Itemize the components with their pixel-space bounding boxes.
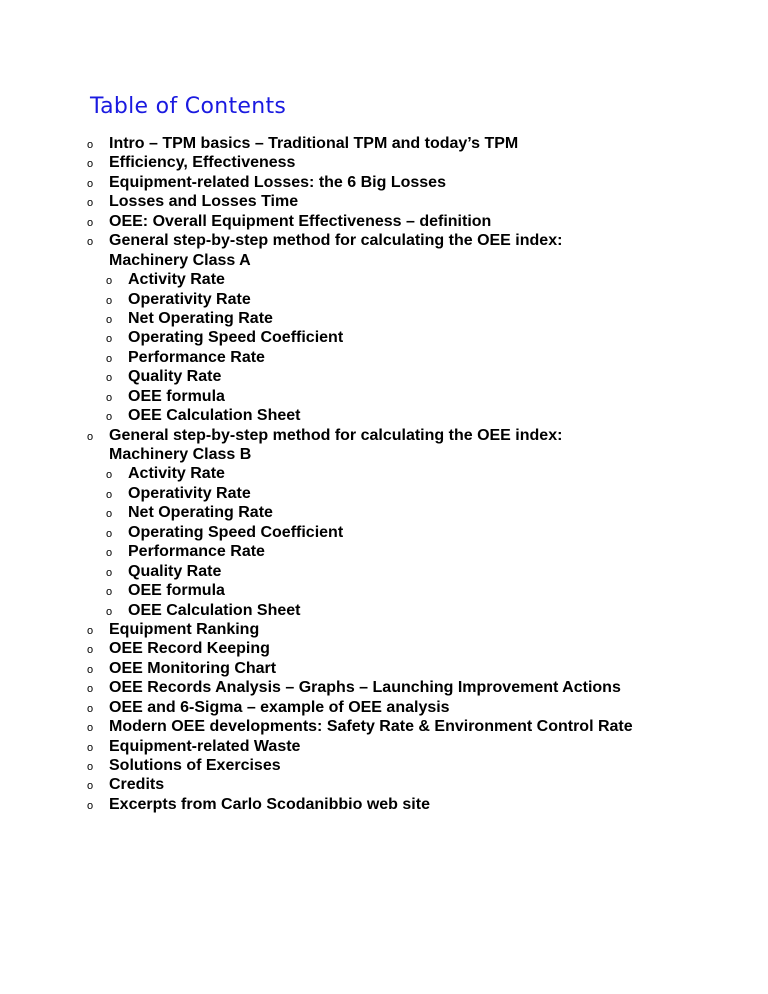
toc-item-continuation: Machinery Class A	[109, 251, 251, 269]
toc-item-text: OEE Calculation Sheet	[128, 601, 301, 619]
toc-subitem	[0, 562, 768, 581]
toc-item-text: Modern OEE developments: Safety Rate & Environment Control Rate	[109, 718, 633, 736]
bullet-icon: o	[106, 547, 113, 560]
bullet-icon: o	[106, 391, 113, 404]
toc-item-text: Operativity Rate	[128, 290, 251, 308]
toc-item	[0, 775, 768, 794]
toc-subitem	[0, 367, 768, 386]
bullet-icon: o	[87, 780, 94, 793]
toc-item	[0, 737, 768, 756]
bullet-icon: o	[106, 508, 113, 521]
bullet-icon: o	[87, 799, 94, 812]
toc-item	[0, 659, 768, 678]
toc-item-text: Operating Speed Coefficient	[128, 329, 344, 347]
toc-item-text: OEE Records Analysis – Graphs – Launching Improvement Actions	[109, 679, 621, 697]
toc-item-text: Activity Rate	[128, 271, 225, 289]
toc-item-text: Efficiency, Effectiveness	[109, 154, 296, 172]
toc-subitem	[0, 484, 768, 503]
bullet-icon: o	[87, 158, 94, 171]
toc-item	[0, 620, 768, 639]
bullet-icon: o	[87, 197, 94, 210]
bullet-icon: o	[87, 663, 94, 676]
toc-item-text: OEE Record Keeping	[109, 640, 270, 658]
toc-item-text: Excerpts from Carlo Scodanibbio web site	[109, 795, 430, 813]
toc-item-text: Operativity Rate	[128, 484, 251, 502]
bullet-icon: o	[87, 624, 94, 637]
toc-item-text: Operating Speed Coefficient	[128, 523, 344, 541]
toc-item-text: Intro – TPM basics – Traditional TPM and today’s TPM	[109, 135, 519, 152]
toc-subitem	[0, 542, 768, 561]
bullet-icon: o	[106, 275, 113, 288]
bullet-icon: o	[106, 566, 113, 579]
toc-item	[0, 212, 768, 231]
bullet-icon: o	[87, 644, 94, 657]
toc-item-text: Activity Rate	[128, 465, 225, 483]
bullet-icon: o	[106, 411, 113, 424]
bullet-icon: o	[87, 216, 94, 229]
bullet-icon: o	[106, 527, 113, 540]
bullet-icon: o	[87, 761, 94, 773]
toc-title: Table of Contents	[90, 94, 287, 119]
toc-subitem	[0, 328, 768, 347]
bullet-icon: o	[87, 139, 94, 151]
toc-item-text: OEE Calculation Sheet	[128, 407, 301, 425]
toc-item-text: OEE: Overall Equipment Effectiveness – definition	[109, 212, 492, 230]
toc-subitem	[0, 270, 768, 289]
toc-item	[0, 153, 768, 172]
bullet-icon: o	[87, 430, 94, 443]
toc-item	[0, 231, 768, 250]
toc-subitem	[0, 348, 768, 367]
toc-subitem	[0, 309, 768, 328]
bullet-icon: o	[87, 741, 94, 754]
toc-subitem	[0, 406, 768, 425]
toc-item-text: OEE and 6-Sigma – example of OEE analysis	[109, 698, 450, 716]
toc-item-continuation: Machinery Class B	[109, 446, 252, 463]
toc-item-text: General step-by-step method for calculating the OEE index:	[109, 426, 563, 444]
toc-item-text: Solutions of Exercises	[109, 757, 281, 774]
toc-item	[0, 173, 768, 192]
bullet-icon: o	[106, 313, 113, 326]
bullet-icon: o	[106, 605, 113, 618]
toc-item	[0, 192, 768, 211]
bullet-icon: o	[87, 236, 94, 249]
bullet-icon: o	[87, 702, 94, 715]
bullet-icon: o	[106, 294, 113, 307]
bullet-icon: o	[106, 586, 113, 599]
toc-item	[0, 678, 768, 697]
toc-item	[0, 134, 768, 153]
bullet-icon: o	[106, 333, 113, 346]
bullet-icon: o	[87, 177, 94, 190]
toc-item-text: Net Operating Rate	[128, 309, 273, 327]
toc-subitem	[0, 581, 768, 600]
bullet-icon: o	[106, 352, 113, 365]
toc-item	[0, 426, 768, 445]
toc-item-text: Equipment Ranking	[109, 620, 260, 638]
toc-item-text: Performance Rate	[128, 348, 265, 366]
toc-subitem	[0, 464, 768, 483]
toc-subitem	[0, 523, 768, 542]
toc-item	[0, 698, 768, 717]
bullet-icon: o	[106, 372, 113, 385]
toc-subitem	[0, 387, 768, 406]
toc-item-text: Credits	[109, 776, 165, 794]
toc-item	[0, 795, 768, 814]
toc-list	[0, 134, 768, 814]
toc-item	[0, 639, 768, 658]
toc-item-text: Equipment-related Losses: the 6 Big Losses	[109, 173, 446, 191]
bullet-icon: o	[106, 488, 113, 501]
toc-subitem	[0, 601, 768, 620]
toc-item	[0, 717, 768, 736]
toc-subitem	[0, 290, 768, 309]
bullet-icon: o	[106, 469, 113, 482]
toc-item-text: OEE Monitoring Chart	[109, 659, 277, 677]
toc-item-text: Quality Rate	[128, 562, 222, 580]
toc-item-text: Equipment-related Waste	[109, 737, 301, 755]
toc-item-text: OEE formula	[128, 387, 225, 405]
toc-item-text: Quality Rate	[128, 368, 222, 386]
toc-item-text: OEE formula	[128, 582, 225, 600]
toc-subitem	[0, 503, 768, 522]
toc-item-text: Net Operating Rate	[128, 504, 273, 522]
toc-item-text: Losses and Losses Time	[109, 193, 299, 211]
toc-item-text: Performance Rate	[128, 543, 265, 561]
toc-item	[0, 756, 768, 775]
bullet-icon: o	[87, 683, 94, 696]
bullet-icon: o	[87, 722, 94, 735]
toc-item-text: General step-by-step method for calculating the OEE index:	[109, 232, 563, 250]
